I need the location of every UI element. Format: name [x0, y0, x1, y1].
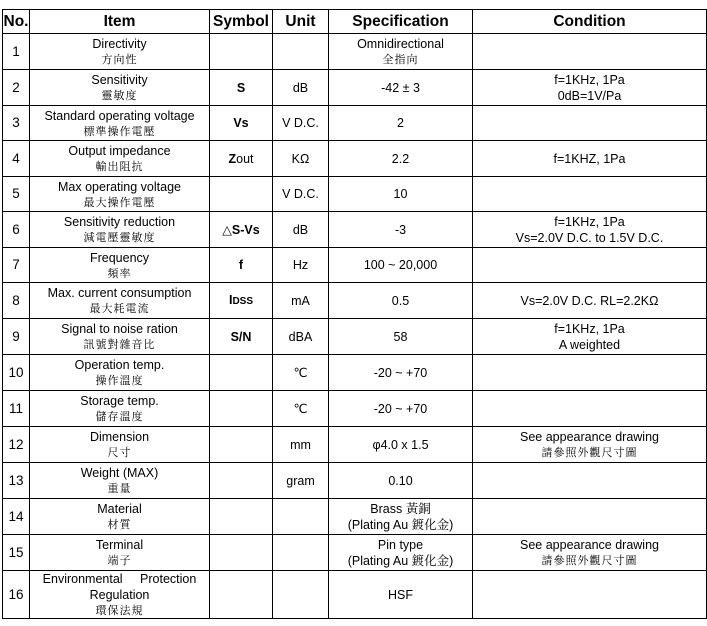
unit-cell: V D.C. [273, 177, 329, 212]
symbol-cell [210, 499, 273, 535]
unit-cell: dB [273, 70, 329, 106]
item-name-cn: 最大耗電流 [89, 302, 150, 315]
item-cell [30, 106, 210, 141]
condition-line: See appearance drawing [520, 538, 659, 552]
unit-cell: dBA [273, 319, 329, 355]
condition-line: f=1KHz, 1Pa [554, 214, 625, 229]
condition-cell [473, 212, 707, 248]
condition-cell [473, 535, 707, 571]
row-number: 7 [3, 248, 30, 283]
symbol-cell: f [210, 248, 273, 283]
row-number: 16 [3, 571, 30, 619]
row-number: 9 [3, 319, 30, 355]
row-number: 5 [3, 177, 30, 212]
item-name-en: Standard operating voltage [44, 108, 195, 123]
specification-cell [329, 571, 473, 619]
symbol-cell [210, 283, 273, 319]
item-name-cn: 減電壓靈敏度 [83, 231, 156, 244]
symbol-cell [210, 463, 273, 499]
item-name-en: Environmental Protection Regulation [42, 572, 197, 602]
specification-table [2, 9, 707, 619]
row-number: 1 [3, 34, 30, 70]
item-name-en: Terminal [95, 538, 144, 552]
table-row [3, 106, 707, 141]
specification-cell [329, 106, 473, 141]
specification-line: 58 [393, 329, 408, 344]
specification-cell [329, 283, 473, 319]
specification-line: 2.2 [391, 151, 410, 166]
item-cell [30, 571, 210, 619]
specification-cell [329, 355, 473, 391]
specification-cell [329, 319, 473, 355]
item-name-cn: 最大操作電壓 [83, 195, 156, 209]
row-number: 14 [3, 499, 30, 535]
condition-line: 請參照外觀尺寸圖 [541, 554, 638, 567]
condition-cell [473, 391, 707, 427]
specification-cell [329, 212, 473, 248]
condition-line: f=1KHz, 1Pa [554, 72, 625, 87]
header-no: No. [3, 10, 30, 34]
symbol-cell: S/N [210, 319, 273, 355]
condition-line: Vs=2.0V D.C. to 1.5V D.C. [515, 230, 664, 245]
unit-cell: ℃ [273, 355, 329, 391]
item-name-cn: 方向性 [101, 53, 138, 66]
unit-cell: KΩ [273, 141, 329, 177]
specification-line: 10 [393, 187, 408, 201]
unit-cell: dB [273, 212, 329, 248]
symbol-text: I [228, 292, 233, 307]
specification-line: -3 [394, 222, 407, 237]
condition-cell [473, 70, 707, 106]
header-specification: Specification [329, 10, 473, 34]
condition-cell [473, 283, 707, 319]
condition-line: 請參照外觀尺寸圖 [541, 446, 638, 459]
symbol-cell [210, 177, 273, 212]
symbol-cell: Vs [210, 106, 273, 141]
row-number: 12 [3, 427, 30, 463]
item-cell [30, 391, 210, 427]
specification-line: 全指向 [382, 53, 419, 66]
row-number: 3 [3, 106, 30, 141]
item-cell [30, 499, 210, 535]
condition-cell [473, 319, 707, 355]
item-name-en: Max. current consumption [47, 286, 192, 300]
row-number: 2 [3, 70, 30, 106]
specification-cell [329, 34, 473, 70]
condition-cell [473, 499, 707, 535]
symbol-cell [210, 427, 273, 463]
item-cell [30, 319, 210, 355]
specification-cell [329, 427, 473, 463]
item-cell [30, 34, 210, 70]
symbol-subscript: DSS [232, 295, 254, 307]
item-name-cn: 靈敏度 [101, 89, 138, 102]
symbol-cell [210, 34, 273, 70]
table-row [3, 463, 707, 499]
specification-line: Pin type [377, 537, 424, 552]
table-row [3, 141, 707, 177]
unit-cell [273, 571, 329, 619]
item-name-cn: 訊號對雜音比 [83, 338, 156, 351]
table-row [3, 391, 707, 427]
row-number: 4 [3, 141, 30, 177]
symbol-cell [210, 571, 273, 619]
row-number: 8 [3, 283, 30, 319]
table-row [3, 248, 707, 283]
item-name-cn: 端子 [107, 554, 132, 567]
condition-cell [473, 248, 707, 283]
row-number: 11 [3, 391, 30, 427]
symbol-text: Z [228, 151, 237, 166]
specification-line: φ4.0 x 1.5 [372, 437, 429, 452]
symbol-cell [210, 141, 273, 177]
condition-cell [473, 355, 707, 391]
item-name-en: Frequency [89, 250, 150, 265]
symbol-cell: S [210, 70, 273, 106]
table-row [3, 535, 707, 571]
symbol-subscript: out [236, 151, 254, 166]
unit-cell: mA [273, 283, 329, 319]
symbol-cell [210, 391, 273, 427]
condition-line: 0dB=1V/Pa [557, 88, 622, 103]
unit-cell: Hz [273, 248, 329, 283]
condition-cell [473, 106, 707, 141]
symbol-cell: △S-Vs [210, 212, 273, 248]
item-name-cn: 操作溫度 [95, 374, 144, 387]
specification-line: -20 ~ +70 [373, 401, 428, 416]
item-cell [30, 70, 210, 106]
item-name-cn: 頻率 [107, 266, 132, 280]
item-name-en: Sensitivity reduction [63, 215, 176, 229]
header-condition: Condition [473, 10, 707, 34]
specification-line: -20 ~ +70 [373, 365, 428, 380]
table-row [3, 319, 707, 355]
item-cell [30, 463, 210, 499]
specification-cell [329, 70, 473, 106]
condition-cell [473, 141, 707, 177]
item-name-en: Operation temp. [74, 358, 165, 372]
item-name-en: Output impedance [68, 144, 171, 158]
specification-line: 0.5 [391, 293, 410, 308]
item-cell [30, 283, 210, 319]
specification-cell [329, 248, 473, 283]
unit-cell [273, 499, 329, 535]
specification-line: 2 [397, 116, 404, 130]
condition-line: f=1KHz, 1Pa [554, 321, 625, 336]
condition-cell [473, 571, 707, 619]
item-name-cn: 儲存溫度 [95, 410, 144, 423]
table-row [3, 70, 707, 106]
unit-cell: ℃ [273, 391, 329, 427]
item-name-en: Directivity [92, 37, 147, 51]
item-name-en: Sensitivity [91, 73, 148, 87]
condition-cell [473, 177, 707, 212]
specification-cell [329, 177, 473, 212]
item-name-en: Weight (MAX) [80, 466, 159, 480]
specification-line: (Plating Au 鍍化金) [347, 553, 454, 568]
table-row [3, 571, 707, 619]
header-item: Item [30, 10, 210, 34]
item-name-en: Storage temp. [80, 394, 159, 408]
table-row [3, 177, 707, 212]
specification-cell [329, 463, 473, 499]
item-cell [30, 427, 210, 463]
specification-line: 0.10 [388, 473, 413, 488]
specification-line: (Plating Au 鍍化金) [347, 517, 454, 532]
table-row [3, 355, 707, 391]
condition-cell [473, 427, 707, 463]
unit-cell: V D.C. [273, 106, 329, 141]
symbol-cell [210, 535, 273, 571]
item-name-en: Signal to noise ration [61, 322, 178, 336]
unit-cell [273, 535, 329, 571]
unit-cell [273, 34, 329, 70]
item-name-en: Max operating voltage [58, 179, 181, 194]
item-cell [30, 212, 210, 248]
symbol-cell [210, 355, 273, 391]
row-number: 10 [3, 355, 30, 391]
unit-cell: mm [273, 427, 329, 463]
item-name-en: Dimension [89, 430, 150, 444]
item-cell [30, 535, 210, 571]
header-unit: Unit [273, 10, 329, 34]
condition-cell [473, 34, 707, 70]
row-number: 6 [3, 212, 30, 248]
specification-cell [329, 499, 473, 535]
table-row [3, 212, 707, 248]
specification-cell [329, 535, 473, 571]
specification-line: HSF [388, 587, 413, 602]
item-cell [30, 355, 210, 391]
item-name-cn: 環保法規 [95, 604, 144, 617]
table-body [3, 34, 707, 619]
table-row [3, 283, 707, 319]
condition-cell [473, 463, 707, 499]
row-number: 15 [3, 535, 30, 571]
specification-cell [329, 141, 473, 177]
condition-line: Vs=2.0V D.C. RL=2.2KΩ [520, 293, 659, 308]
table-row [3, 427, 707, 463]
condition-line: A weighted [558, 337, 621, 352]
item-cell [30, 248, 210, 283]
item-name-cn: 重量 [107, 482, 132, 495]
unit-cell: gram [273, 463, 329, 499]
table-row [3, 34, 707, 70]
condition-line: See appearance drawing [520, 430, 659, 444]
item-name-cn: 標準操作電壓 [83, 124, 156, 138]
item-name-en: Material [97, 502, 142, 516]
item-cell [30, 141, 210, 177]
condition-line: f=1KHZ, 1Pa [553, 151, 626, 166]
header-row [3, 10, 707, 34]
item-cell [30, 177, 210, 212]
item-name-cn: 尺寸 [107, 446, 132, 459]
table-row [3, 499, 707, 535]
specification-line: Omnidirectional [357, 37, 444, 51]
row-number: 13 [3, 463, 30, 499]
specification-line: -42 ± 3 [381, 80, 420, 95]
item-name-cn: 材質 [107, 518, 132, 531]
specification-line: Brass 黃銅 [370, 501, 431, 516]
header-symbol: Symbol [210, 10, 273, 34]
item-name-cn: 輸出阻抗 [95, 160, 144, 173]
specification-cell [329, 391, 473, 427]
specification-line: 100 ~ 20,000 [363, 258, 438, 272]
